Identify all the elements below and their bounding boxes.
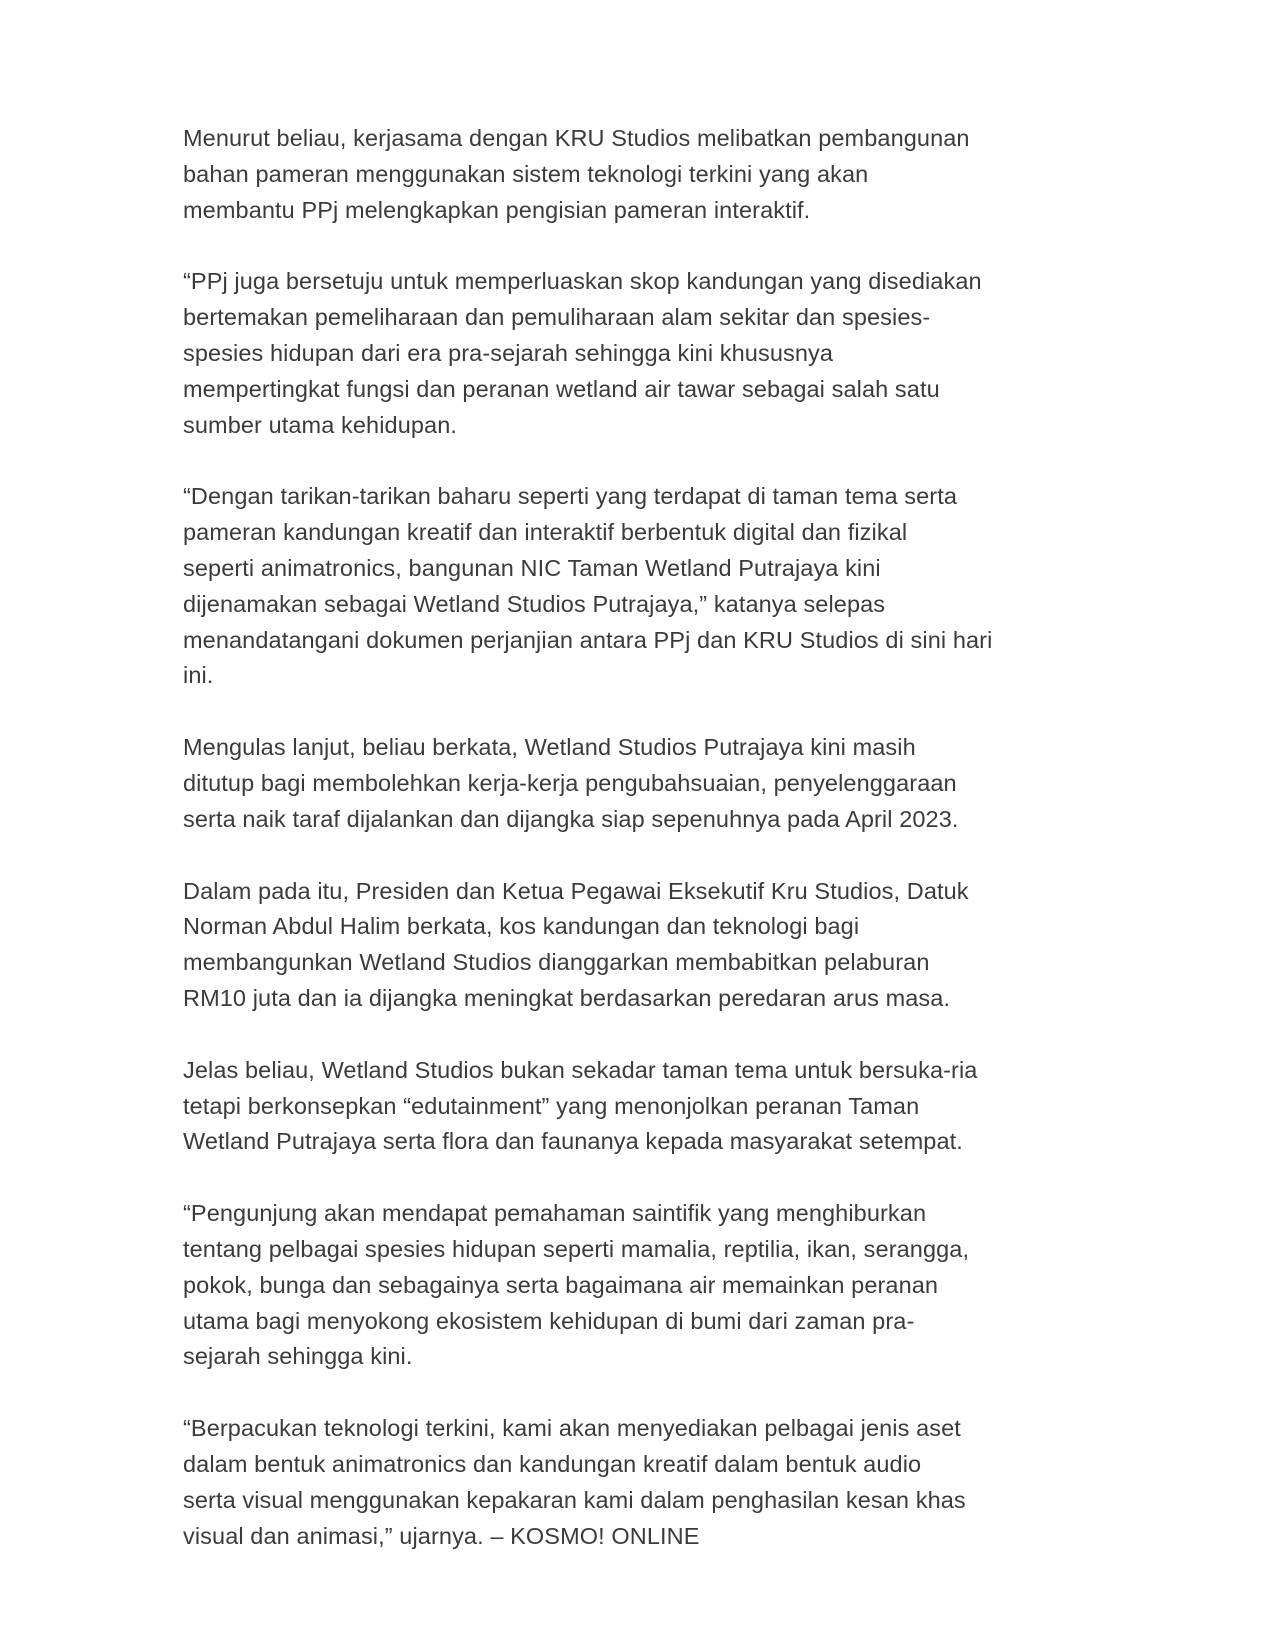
article-paragraph-8: “Berpacukan teknologi terkini, kami akan menyediakan pelbagai jenis aset dalam bentuk animatronics dan kandungan kreatif dalam bentuk audio serta visual menggunakan kepakaran kami dalam penghasilan kesan khas visual dan animasi,” ujarnya. – KOSMO! ONLINE: [183, 1415, 966, 1549]
article-paragraph-3: “Dengan tarikan-tarikan baharu seperti yang terdapat di taman tema serta pameran kandungan kreatif dan interaktif berbentuk digital dan fizikal seperti animatronics, bangunan NIC Taman Wetland Putrajaya kini dijenamakan sebagai Wetland Studios Putrajaya,” katanya selepas menandatangani dokumen perjanjian antara PPj dan KRU Studios di sini hari ini.: [183, 483, 993, 689]
article-paragraph-7: “Pengunjung akan mendapat pemahaman saintifik yang menghiburkan tentang pelbagai spesies hidupan seperti mamalia, reptilia, ikan, serangga, pokok, bunga dan sebagainya serta bagaimana air memainkan peranan utama bagi menyokong ekosistem kehidupan di bumi dari zaman pra- sejarah sehingga kini.: [183, 1200, 970, 1370]
article-paragraph-4: Mengulas lanjut, beliau berkata, Wetland Studios Putrajaya kini masih ditutup bagi membolehkan kerja-kerja pengubahsuaian, penyelenggaraan serta naik taraf dijalankan dan dijangka siap sepenuhnya pada April 2023.: [183, 734, 959, 832]
article-body: [183, 121, 1101, 1554]
article-paragraph-2: “PPj juga bersetuju untuk memperluaskan skop kandungan yang disediakan bertemakan pemeliharaan dan pemuliharaan alam sekitar dan spesies- spesies hidupan dari era pra-sejarah sehingga kini khususnya mempertingkat fungsi dan peranan wetland air tawar sebagai salah satu sumber utama kehidupan.: [183, 268, 982, 438]
article-paragraph-6: Jelas beliau, Wetland Studios bukan sekadar taman tema untuk bersuka-ria tetapi berkonsepkan “edutainment” yang menonjolkan peranan Taman Wetland Putrajaya serta flora dan faunanya kepada masyarakat setempat.: [183, 1056, 978, 1155]
article-paragraph-1: Menurut beliau, kerjasama dengan KRU Studios melibatkan pembangunan bahan pameran menggunakan sistem teknologi terkini yang akan membantu PPj melengkapkan pengisian pameran interaktif.: [183, 125, 970, 223]
article-paragraph-5: Dalam pada itu, Presiden dan Ketua Pegawai Eksekutif Kru Studios, Datuk Norman Abdul Halim berkata, kos kandungan dan teknologi bagi membangunkan Wetland Studios dianggarkan membabitkan pelaburan RM10 juta dan ia dijangka meningkat berdasarkan peredaran arus masa.: [183, 877, 969, 1011]
